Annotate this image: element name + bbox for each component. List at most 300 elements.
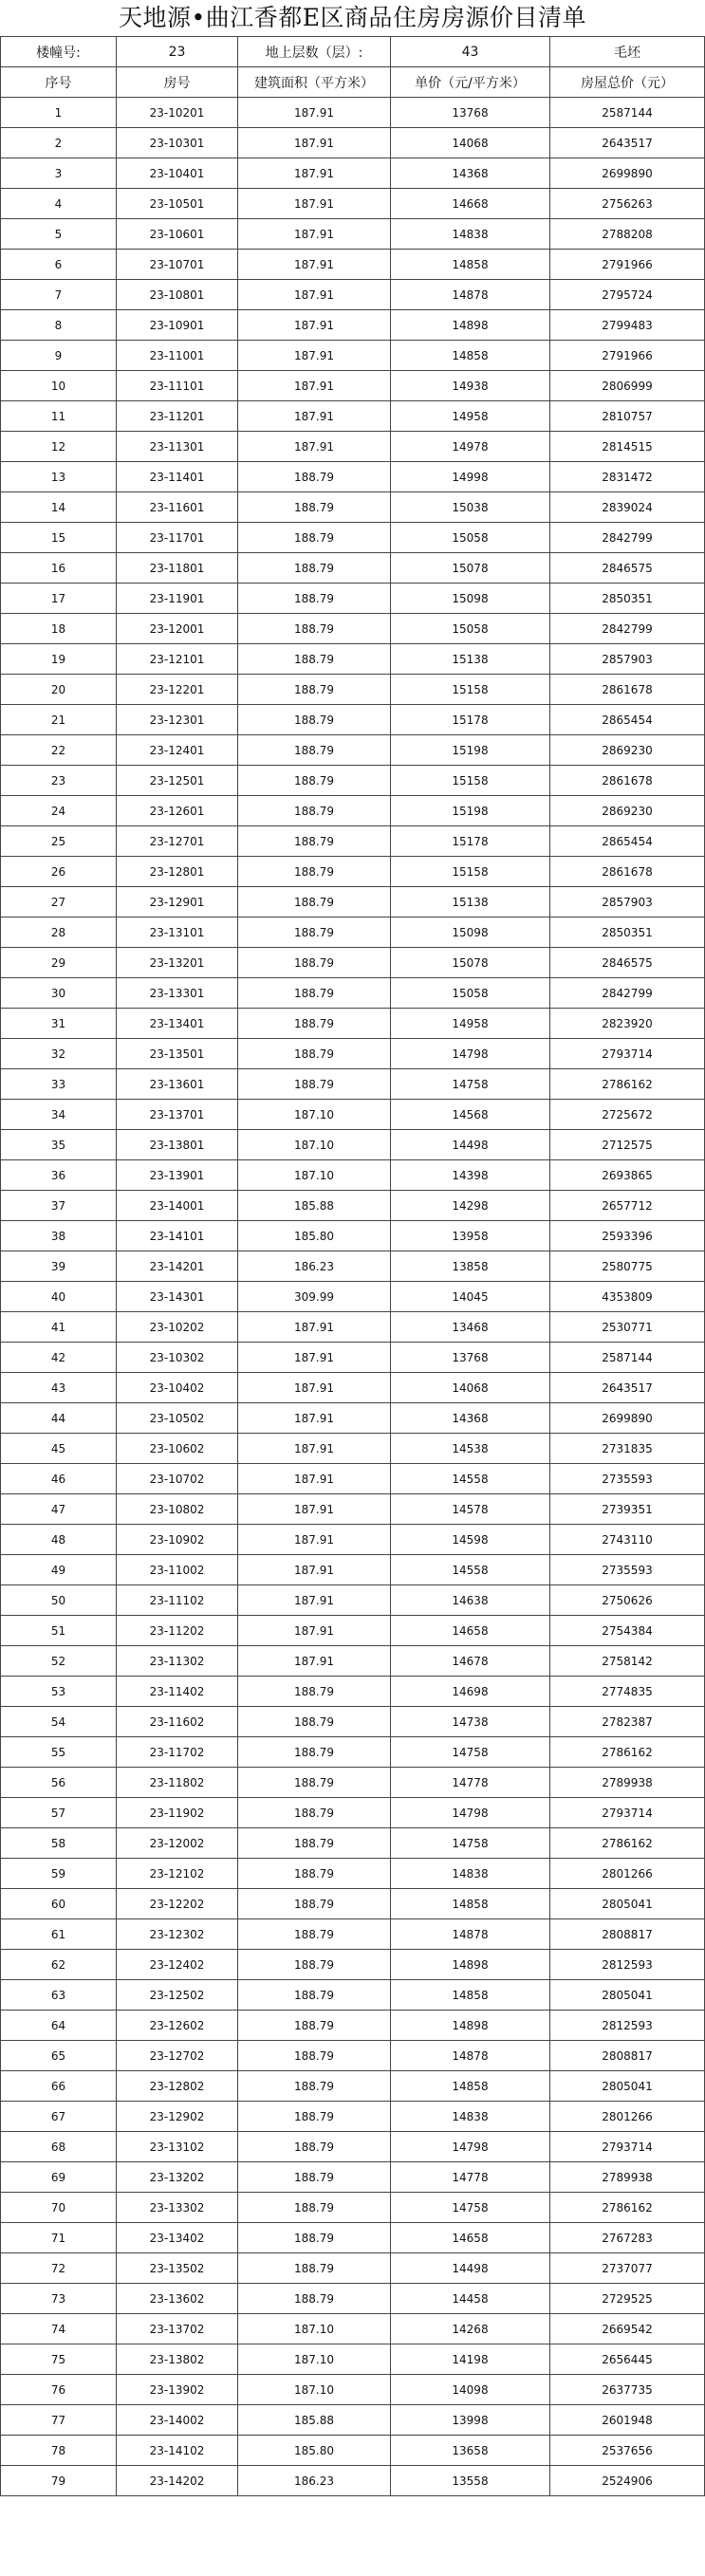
row-area: 185.88 <box>238 2405 391 2436</box>
row-unit-price: 15058 <box>391 523 550 553</box>
row-total-price: 2805041 <box>550 2071 705 2102</box>
row-seq: 60 <box>1 1889 117 1919</box>
row-room-no: 23-11001 <box>117 341 238 371</box>
table-row <box>1 1282 705 1312</box>
row-seq: 1 <box>1 98 117 128</box>
row-area: 187.10 <box>238 2344 391 2375</box>
row-area: 188.79 <box>238 1069 391 1100</box>
row-unit-price: 14598 <box>391 1525 550 1555</box>
row-area: 187.91 <box>238 432 391 462</box>
row-room-no: 23-13702 <box>117 2314 238 2344</box>
row-seq: 53 <box>1 1677 117 1707</box>
row-unit-price: 15078 <box>391 948 550 978</box>
table-row <box>1 2011 705 2041</box>
row-area: 188.79 <box>238 857 391 887</box>
table-row <box>1 2102 705 2132</box>
table-row <box>1 917 705 948</box>
row-area: 188.79 <box>238 917 391 948</box>
table-row <box>1 553 705 584</box>
table-row <box>1 1828 705 1859</box>
row-unit-price: 14558 <box>391 1464 550 1494</box>
row-total-price: 2806999 <box>550 371 705 401</box>
table-row <box>1 341 705 371</box>
row-total-price: 2786162 <box>550 2193 705 2223</box>
row-total-price: 2793714 <box>550 1798 705 1828</box>
row-unit-price: 14738 <box>391 1707 550 1737</box>
table-row <box>1 310 705 341</box>
row-total-price: 2865454 <box>550 826 705 857</box>
row-area: 187.10 <box>238 1160 391 1191</box>
row-area: 188.79 <box>238 978 391 1009</box>
table-row <box>1 826 705 857</box>
row-unit-price: 14858 <box>391 250 550 280</box>
row-room-no: 23-10701 <box>117 250 238 280</box>
row-seq: 46 <box>1 1464 117 1494</box>
row-total-price: 2861678 <box>550 766 705 796</box>
row-total-price: 2756263 <box>550 189 705 219</box>
row-area: 188.79 <box>238 796 391 826</box>
row-area: 188.79 <box>238 2253 391 2284</box>
row-area: 187.91 <box>238 1585 391 1616</box>
row-unit-price: 14758 <box>391 2193 550 2223</box>
row-area: 188.79 <box>238 1859 391 1889</box>
row-area: 188.79 <box>238 2284 391 2314</box>
table-row <box>1 523 705 553</box>
row-seq: 12 <box>1 432 117 462</box>
price-list-body <box>1 37 705 2496</box>
row-unit-price: 15158 <box>391 675 550 705</box>
row-seq: 3 <box>1 158 117 189</box>
row-area: 185.80 <box>238 2436 391 2466</box>
table-row <box>1 1403 705 1434</box>
row-area: 185.80 <box>238 1221 391 1251</box>
row-seq: 25 <box>1 826 117 857</box>
row-unit-price: 14858 <box>391 2071 550 2102</box>
row-room-no: 23-10502 <box>117 1403 238 1434</box>
row-room-no: 23-13902 <box>117 2375 238 2405</box>
row-seq: 36 <box>1 1160 117 1191</box>
row-seq: 65 <box>1 2041 117 2071</box>
table-row <box>1 1859 705 1889</box>
table-row <box>1 2405 705 2436</box>
building-number-value: 23 <box>117 37 238 67</box>
row-seq: 9 <box>1 341 117 371</box>
row-total-price: 2812593 <box>550 2011 705 2041</box>
table-row <box>1 705 705 735</box>
row-seq: 38 <box>1 1221 117 1251</box>
table-row <box>1 1950 705 1980</box>
row-total-price: 2788208 <box>550 219 705 250</box>
row-unit-price: 13858 <box>391 1251 550 1282</box>
row-unit-price: 14878 <box>391 1919 550 1950</box>
row-unit-price: 14858 <box>391 341 550 371</box>
row-area: 188.79 <box>238 1980 391 2011</box>
row-room-no: 23-14002 <box>117 2405 238 2436</box>
price-list-table <box>0 36 705 2496</box>
page-title: 天地源•曲江香都E区商品住房房源价目清单 <box>119 4 586 31</box>
row-total-price: 2808817 <box>550 2041 705 2071</box>
table-row <box>1 2071 705 2102</box>
row-unit-price: 14668 <box>391 189 550 219</box>
row-total-price: 2791966 <box>550 250 705 280</box>
row-area: 187.91 <box>238 98 391 128</box>
table-row <box>1 887 705 917</box>
row-unit-price: 14068 <box>391 1373 550 1403</box>
table-row <box>1 432 705 462</box>
row-total-price: 2737077 <box>550 2253 705 2284</box>
row-area: 187.91 <box>238 1646 391 1677</box>
row-unit-price: 14098 <box>391 2375 550 2405</box>
row-unit-price: 14298 <box>391 1191 550 1221</box>
row-total-price: 2842799 <box>550 614 705 644</box>
row-seq: 41 <box>1 1312 117 1343</box>
row-seq: 51 <box>1 1616 117 1646</box>
row-unit-price: 15178 <box>391 826 550 857</box>
row-room-no: 23-11401 <box>117 462 238 492</box>
row-area: 188.79 <box>238 1919 391 1950</box>
row-seq: 15 <box>1 523 117 553</box>
row-unit-price: 14758 <box>391 1737 550 1768</box>
row-area: 188.79 <box>238 887 391 917</box>
row-area: 309.99 <box>238 1282 391 1312</box>
table-row <box>1 675 705 705</box>
table-row <box>1 462 705 492</box>
row-room-no: 23-13101 <box>117 917 238 948</box>
row-unit-price: 14198 <box>391 2344 550 2375</box>
row-unit-price: 14368 <box>391 1403 550 1434</box>
row-unit-price: 15158 <box>391 857 550 887</box>
row-total-price: 2786162 <box>550 1737 705 1768</box>
row-total-price: 2643517 <box>550 1373 705 1403</box>
table-row <box>1 1494 705 1525</box>
row-area: 187.91 <box>238 1555 391 1585</box>
row-room-no: 23-11301 <box>117 432 238 462</box>
row-total-price: 2735593 <box>550 1464 705 1494</box>
row-room-no: 23-14301 <box>117 1282 238 1312</box>
row-area: 187.91 <box>238 310 391 341</box>
row-area: 188.79 <box>238 553 391 584</box>
row-area: 188.79 <box>238 1828 391 1859</box>
row-total-price: 2537656 <box>550 2436 705 2466</box>
row-room-no: 23-12602 <box>117 2011 238 2041</box>
table-row <box>1 857 705 887</box>
row-seq: 59 <box>1 1859 117 1889</box>
row-total-price: 2795724 <box>550 280 705 310</box>
table-row <box>1 1100 705 1130</box>
row-unit-price: 13468 <box>391 1312 550 1343</box>
table-row <box>1 1343 705 1373</box>
row-seq: 34 <box>1 1100 117 1130</box>
row-room-no: 23-12802 <box>117 2071 238 2102</box>
header-total-price: 房屋总价（元） <box>550 67 705 98</box>
row-total-price: 2656445 <box>550 2344 705 2375</box>
row-seq: 8 <box>1 310 117 341</box>
row-room-no: 23-11601 <box>117 492 238 523</box>
row-room-no: 23-10601 <box>117 219 238 250</box>
row-room-no: 23-12001 <box>117 614 238 644</box>
row-area: 188.79 <box>238 1950 391 1980</box>
row-total-price: 2774835 <box>550 1677 705 1707</box>
row-room-no: 23-12202 <box>117 1889 238 1919</box>
row-seq: 56 <box>1 1768 117 1798</box>
table-row <box>1 1980 705 2011</box>
row-unit-price: 13768 <box>391 98 550 128</box>
row-total-price: 2861678 <box>550 675 705 705</box>
row-unit-price: 14778 <box>391 1768 550 1798</box>
row-room-no: 23-12502 <box>117 1980 238 2011</box>
row-area: 188.79 <box>238 1009 391 1039</box>
row-total-price: 2801266 <box>550 2102 705 2132</box>
row-total-price: 2791966 <box>550 341 705 371</box>
header-unit-price: 单价（元/平方米） <box>391 67 550 98</box>
row-total-price: 2643517 <box>550 128 705 158</box>
row-unit-price: 14838 <box>391 1859 550 1889</box>
table-row <box>1 1464 705 1494</box>
table-row <box>1 978 705 1009</box>
row-unit-price: 14658 <box>391 1616 550 1646</box>
table-row <box>1 1525 705 1555</box>
row-area: 188.79 <box>238 492 391 523</box>
row-room-no: 23-10801 <box>117 280 238 310</box>
row-unit-price: 15138 <box>391 644 550 675</box>
row-unit-price: 15058 <box>391 614 550 644</box>
row-unit-price: 14958 <box>391 1009 550 1039</box>
row-total-price: 2810757 <box>550 401 705 432</box>
table-row <box>1 2041 705 2071</box>
row-area: 187.91 <box>238 1616 391 1646</box>
row-area: 188.79 <box>238 614 391 644</box>
row-total-price: 2789938 <box>550 1768 705 1798</box>
row-seq: 44 <box>1 1403 117 1434</box>
row-room-no: 23-10902 <box>117 1525 238 1555</box>
table-row <box>1 1707 705 1737</box>
table-row <box>1 2436 705 2466</box>
table-row <box>1 2466 705 2496</box>
row-room-no: 23-13201 <box>117 948 238 978</box>
row-seq: 4 <box>1 189 117 219</box>
row-total-price: 2789938 <box>550 2162 705 2193</box>
row-unit-price: 13768 <box>391 1343 550 1373</box>
row-unit-price: 15078 <box>391 553 550 584</box>
row-total-price: 2731835 <box>550 1434 705 1464</box>
row-area: 188.79 <box>238 2132 391 2162</box>
row-total-price: 2725672 <box>550 1100 705 1130</box>
row-total-price: 2823920 <box>550 1009 705 1039</box>
row-total-price: 2693865 <box>550 1160 705 1191</box>
row-room-no: 23-13802 <box>117 2344 238 2375</box>
row-total-price: 2587144 <box>550 98 705 128</box>
row-unit-price: 14578 <box>391 1494 550 1525</box>
row-area: 187.91 <box>238 189 391 219</box>
table-row <box>1 644 705 675</box>
table-row <box>1 1434 705 1464</box>
row-unit-price: 14798 <box>391 2132 550 2162</box>
row-area: 187.91 <box>238 1494 391 1525</box>
row-unit-price: 13958 <box>391 1221 550 1251</box>
table-row <box>1 1130 705 1160</box>
row-room-no: 23-11701 <box>117 523 238 553</box>
row-seq: 79 <box>1 2466 117 2496</box>
row-area: 187.91 <box>238 341 391 371</box>
row-seq: 27 <box>1 887 117 917</box>
row-room-no: 23-13301 <box>117 978 238 1009</box>
table-row <box>1 492 705 523</box>
row-area: 187.91 <box>238 158 391 189</box>
row-room-no: 23-12102 <box>117 1859 238 1889</box>
table-row <box>1 219 705 250</box>
row-area: 187.91 <box>238 1525 391 1555</box>
row-unit-price: 14938 <box>391 371 550 401</box>
row-area: 187.91 <box>238 250 391 280</box>
row-total-price: 2743110 <box>550 1525 705 1555</box>
row-seq: 37 <box>1 1191 117 1221</box>
row-area: 188.79 <box>238 675 391 705</box>
row-total-price: 2846575 <box>550 553 705 584</box>
table-row <box>1 1160 705 1191</box>
row-unit-price: 15178 <box>391 705 550 735</box>
table-row <box>1 158 705 189</box>
row-total-price: 2750626 <box>550 1585 705 1616</box>
row-unit-price: 14898 <box>391 310 550 341</box>
row-room-no: 23-13401 <box>117 1009 238 1039</box>
table-row <box>1 371 705 401</box>
row-total-price: 2637735 <box>550 2375 705 2405</box>
row-total-price: 2712575 <box>550 1130 705 1160</box>
row-seq: 23 <box>1 766 117 796</box>
row-seq: 43 <box>1 1373 117 1403</box>
row-room-no: 23-10501 <box>117 189 238 219</box>
row-total-price: 2865454 <box>550 705 705 735</box>
row-room-no: 23-12302 <box>117 1919 238 1950</box>
row-area: 188.79 <box>238 705 391 735</box>
row-seq: 26 <box>1 857 117 887</box>
row-area: 187.91 <box>238 1464 391 1494</box>
table-row <box>1 584 705 614</box>
row-room-no: 23-13102 <box>117 2132 238 2162</box>
row-total-price: 2580775 <box>550 1251 705 1282</box>
row-unit-price: 14758 <box>391 1069 550 1100</box>
row-unit-price: 14798 <box>391 1039 550 1069</box>
table-row <box>1 2375 705 2405</box>
row-unit-price: 14558 <box>391 1555 550 1585</box>
row-seq: 2 <box>1 128 117 158</box>
table-row <box>1 280 705 310</box>
row-total-price: 2793714 <box>550 2132 705 2162</box>
row-area: 187.91 <box>238 1403 391 1434</box>
row-area: 188.79 <box>238 1677 391 1707</box>
row-seq: 30 <box>1 978 117 1009</box>
row-room-no: 23-11702 <box>117 1737 238 1768</box>
row-unit-price: 14838 <box>391 2102 550 2132</box>
row-room-no: 23-10802 <box>117 1494 238 1525</box>
row-unit-price: 13658 <box>391 2436 550 2466</box>
row-seq: 64 <box>1 2011 117 2041</box>
row-seq: 28 <box>1 917 117 948</box>
row-total-price: 2786162 <box>550 1069 705 1100</box>
table-row <box>1 1312 705 1343</box>
row-area: 188.79 <box>238 2223 391 2253</box>
row-seq: 10 <box>1 371 117 401</box>
row-unit-price: 15098 <box>391 584 550 614</box>
row-total-price: 2808817 <box>550 1919 705 1950</box>
row-area: 187.10 <box>238 2375 391 2405</box>
row-total-price: 2814515 <box>550 432 705 462</box>
row-room-no: 23-11201 <box>117 401 238 432</box>
row-room-no: 23-12601 <box>117 796 238 826</box>
row-total-price: 2593396 <box>550 1221 705 1251</box>
row-area: 188.79 <box>238 766 391 796</box>
row-area: 187.91 <box>238 1434 391 1464</box>
floors-value: 43 <box>391 37 550 67</box>
row-area: 188.79 <box>238 462 391 492</box>
row-seq: 74 <box>1 2314 117 2344</box>
row-room-no: 23-13202 <box>117 2162 238 2193</box>
row-total-price: 2782387 <box>550 1707 705 1737</box>
row-room-no: 23-11102 <box>117 1585 238 1616</box>
row-area: 187.91 <box>238 1312 391 1343</box>
row-seq: 14 <box>1 492 117 523</box>
row-total-price: 2767283 <box>550 2223 705 2253</box>
row-seq: 13 <box>1 462 117 492</box>
table-row <box>1 1889 705 1919</box>
row-area: 188.79 <box>238 523 391 553</box>
row-total-price: 2857903 <box>550 887 705 917</box>
row-seq: 78 <box>1 2436 117 2466</box>
row-unit-price: 14898 <box>391 1950 550 1980</box>
row-seq: 45 <box>1 1434 117 1464</box>
table-row <box>1 189 705 219</box>
table-row <box>1 766 705 796</box>
row-unit-price: 13558 <box>391 2466 550 2496</box>
row-room-no: 23-14202 <box>117 2466 238 2496</box>
row-room-no: 23-10302 <box>117 1343 238 1373</box>
row-unit-price: 14268 <box>391 2314 550 2344</box>
row-room-no: 23-14001 <box>117 1191 238 1221</box>
row-seq: 72 <box>1 2253 117 2284</box>
row-seq: 70 <box>1 2193 117 2223</box>
row-room-no: 23-12901 <box>117 887 238 917</box>
row-area: 187.10 <box>238 2314 391 2344</box>
table-row <box>1 1373 705 1403</box>
row-seq: 40 <box>1 1282 117 1312</box>
row-seq: 21 <box>1 705 117 735</box>
row-area: 188.79 <box>238 1889 391 1919</box>
row-total-price: 2793714 <box>550 1039 705 1069</box>
row-area: 188.79 <box>238 2071 391 2102</box>
table-row <box>1 1251 705 1282</box>
row-unit-price: 14838 <box>391 219 550 250</box>
row-room-no: 23-12101 <box>117 644 238 675</box>
row-total-price: 2842799 <box>550 978 705 1009</box>
row-room-no: 23-12501 <box>117 766 238 796</box>
row-unit-price: 14568 <box>391 1100 550 1130</box>
header-area: 建筑面积（平方米） <box>238 67 391 98</box>
row-room-no: 23-13302 <box>117 2193 238 2223</box>
row-seq: 49 <box>1 1555 117 1585</box>
row-total-price: 2842799 <box>550 523 705 553</box>
row-room-no: 23-11602 <box>117 1707 238 1737</box>
table-row <box>1 2284 705 2314</box>
row-seq: 22 <box>1 735 117 766</box>
row-unit-price: 13998 <box>391 2405 550 2436</box>
row-total-price: 2869230 <box>550 796 705 826</box>
row-seq: 75 <box>1 2344 117 2375</box>
row-total-price: 2657712 <box>550 1191 705 1221</box>
row-area: 188.79 <box>238 2193 391 2223</box>
table-row <box>1 1768 705 1798</box>
row-seq: 16 <box>1 553 117 584</box>
row-seq: 61 <box>1 1919 117 1950</box>
